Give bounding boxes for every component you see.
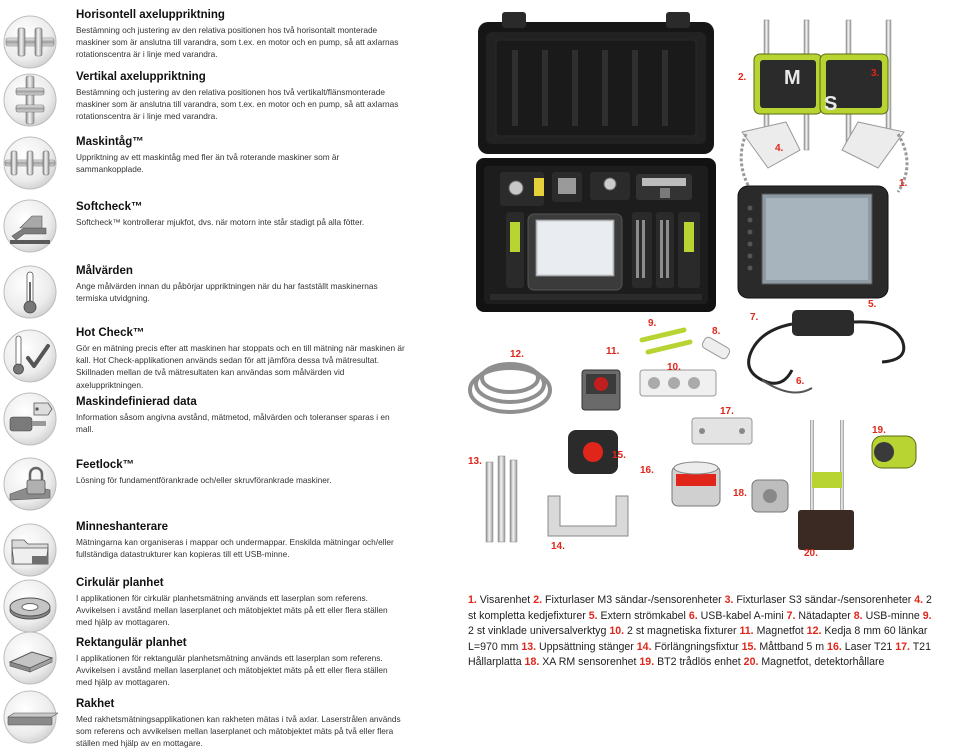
- item-number: 14.: [551, 541, 565, 552]
- item-number: 3.: [871, 68, 880, 79]
- feature-text: Gör en mätning precis efter att maskinen har stoppats och en till mätning när maskinen är kall. Hot Check-applikationen används sedan för att jämföra dessa två mätresultat. Skillnaden mellan de två mätresultaten kan användas som målvärden vid axeluppriktningen.: [76, 343, 405, 390]
- circular-flatness-icon: [2, 578, 58, 634]
- machine-tag-icon: [2, 391, 58, 447]
- machine-train-icon: [2, 135, 58, 191]
- straightness-icon: [2, 689, 58, 745]
- feature-title: Horisontell axeluppriktning: [76, 9, 225, 21]
- feature-title: Feetlock™: [76, 459, 135, 471]
- padlock-icon: [2, 456, 58, 512]
- feature-text: Lösning för fundamentförankrade och/eller skruvförankrade maskiner.: [76, 475, 332, 485]
- item-number: 11.: [606, 346, 620, 357]
- item-number: 9.: [648, 318, 657, 329]
- item-number: 1.: [899, 178, 908, 189]
- softfoot-icon: [2, 198, 58, 254]
- item-number: 18.: [733, 488, 747, 499]
- feature-title: Cirkulär planhet: [76, 577, 164, 589]
- item-number: 13.: [468, 456, 482, 467]
- feature-title: Hot Check™: [76, 327, 145, 339]
- horizontal-shaft-icon: [2, 14, 58, 70]
- feature-text: I applikationen för rektangulär planhetsmätning används ett laserplan som referens. Avvikelsen i avstånd mellan laserplanet och mätobjektet mäts på ett eller flera ställen med hjälp av mottagaren.: [76, 653, 388, 688]
- accessories-photo: [462, 300, 932, 562]
- feature-text: Ange målvärden innan du påbörjar uppriktningen när du har fastställt maskinernas termiska utvidgning.: [76, 281, 378, 304]
- feature-title: Vertikal axeluppriktning: [76, 71, 206, 83]
- feature-text: Softcheck™ kontrollerar mjukfot, dvs. när motorn inte står stadigt på alla fötter.: [76, 217, 365, 227]
- feature-text: Med rakhetsmätningsapplikationen kan rakheten mätas i två axlar. Laserstrålen används som referens och avvikelsen mellan laserplanet och mätobjektet mäts på två eller flera ställen med hjälp av en mottagare.: [76, 714, 401, 749]
- feature-title: Maskindefinierad data: [76, 396, 197, 408]
- carrying-case-photo: [472, 8, 720, 316]
- feature-title: Rektangulär planhet: [76, 637, 187, 649]
- feature-text: Bestämning och justering av den relativa positionen hos två vertikalt/flänsmonterade maskiner som är anslutna till varandra, som t.ex. en motor och en pump, så att axlarnas rotationscentra är i linje med varandra.: [76, 87, 399, 122]
- item-legend: 1. Visarenhet 2. Fixturlaser M3 sändar-/sensorenheter 3. Fixturlaser S3 sändar-/sensorenheter 4. 2 st kompletta kedjefixturer 5. Extern strömkabel 6. USB-kabel A-mini 7. Nätadapter 8. USB-minne 9. 2 st vinklade universalverktyg 10. 2 st magnetiska fixturer 11. Magnetfot 12. Kedja 8 mm 60 länkar L=970 mm 13. Uppsättning stänger 14. Förlängningsfixtur 15. Måttband 5 m 16. Laser T21 17. T21 Hållarplatta 18. XA RM sensorenhet 19. BT2 trådlös enhet 20. Magnetfot, detektorhållare: [468, 594, 932, 668]
- rectangular-flatness-icon: [2, 630, 58, 686]
- feature-text: I applikationen för cirkulär planhetsmätning används ett laserplan som referens. Avvikelsen i avstånd mellan laserplanet och mätobjektet mäts på ett eller flera ställen med hjälp av mottagaren.: [76, 593, 388, 628]
- folder-icon: [2, 522, 58, 578]
- item-number: 10.: [667, 362, 681, 373]
- feature-title: Softcheck™: [76, 201, 143, 213]
- sensor-units-photo: [728, 14, 928, 306]
- feature-title: Minneshanterare: [76, 521, 169, 533]
- feature-text: Information såsom angivna avstånd, mätmetod, målvärden och toleranser sparas i en mall.: [76, 412, 390, 435]
- sensor-m-label: M: [784, 67, 801, 89]
- feature-title: Målvärden: [76, 265, 133, 277]
- thermometer-icon: [2, 264, 58, 320]
- sensor-s-label: S: [824, 93, 838, 115]
- item-number: 6.: [796, 376, 805, 387]
- item-number: 2.: [738, 72, 747, 83]
- feature-text: Mätningarna kan organiseras i mappar och undermappar. Enskilda mätningar och/eller fullständiga datastrukturer kan kopieras till ett USB-minne.: [76, 537, 394, 560]
- item-number: 17.: [720, 406, 734, 417]
- item-number: 19.: [872, 425, 886, 436]
- item-number: 12.: [510, 349, 524, 360]
- feature-text: Uppriktning av ett maskintåg med fler än två roterande maskiner som är sammankopplade.: [76, 152, 340, 175]
- item-number: 15.: [612, 450, 626, 461]
- item-number: 7.: [750, 312, 759, 323]
- hot-check-icon: [2, 328, 58, 384]
- item-number: 4.: [775, 143, 784, 154]
- item-number: 20.: [804, 548, 818, 559]
- item-number: 8.: [712, 326, 721, 337]
- feature-title: Rakhet: [76, 698, 115, 710]
- item-number: 16.: [640, 465, 654, 476]
- feature-title: Maskintåg™: [76, 136, 144, 148]
- item-number: 5.: [868, 299, 877, 310]
- feature-text: Bestämning och justering av den relativa positionen hos två horisontalt monterade maskiner som är anslutna till varandra, som t.ex. en motor och en pump, så att axlarnas rotationscentra är i linje med varandra.: [76, 25, 399, 60]
- vertical-shaft-icon: [2, 72, 58, 128]
